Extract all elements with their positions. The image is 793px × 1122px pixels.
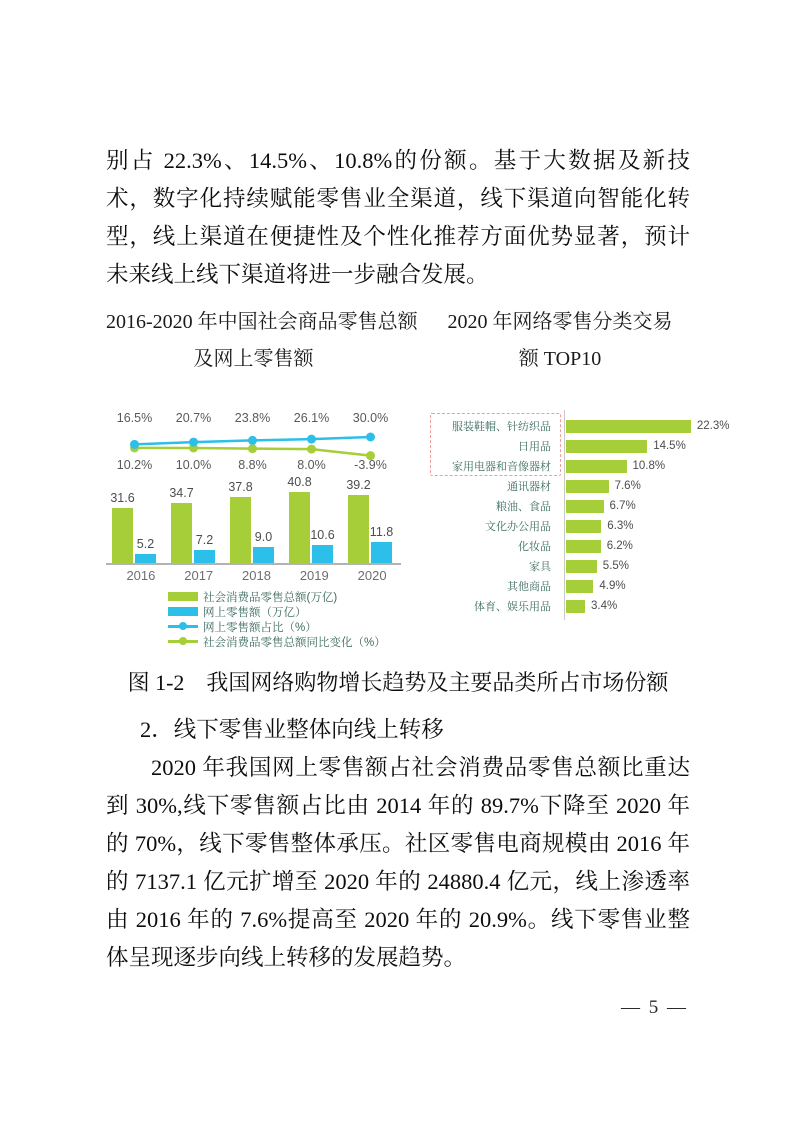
bar-value-label: 10.6 — [310, 528, 335, 542]
total-yoy-label: 8.0% — [297, 458, 326, 472]
bar-value-label: 40.8 — [287, 475, 312, 489]
top10-row — [430, 496, 730, 516]
bar-top10-9 — [566, 580, 593, 593]
legend-label: 社会消费品零售总额同比变化（%） — [203, 636, 386, 649]
combo-plot — [106, 398, 401, 565]
left-chart-title-line1: 2016-2020 年中国社会商品零售总额 — [106, 311, 418, 333]
online-share-label: 16.5% — [116, 411, 153, 425]
category-label: 家用电器和音像器材 — [452, 461, 551, 473]
top10-chart — [430, 398, 730, 632]
combo-legend — [168, 589, 401, 649]
right-chart-title — [430, 304, 690, 378]
bar-percent-label: 14.5% — [653, 440, 686, 452]
top10-row — [430, 476, 730, 496]
top10-row — [430, 556, 730, 576]
right-chart-title-line1: 2020 年网络零售分类交易 — [447, 311, 673, 333]
left-chart-title-line2: 及网上零售额 — [193, 348, 314, 370]
legend-swatch-bar — [168, 607, 198, 616]
category-label: 其他商品 — [507, 581, 551, 593]
total-yoy-label: 8.8% — [238, 458, 267, 472]
bar-value-label: 37.8 — [228, 480, 253, 494]
top10-row — [430, 576, 730, 596]
legend-label: 社会消费品零售总额(万亿) — [203, 591, 338, 604]
bar-percent-label: 5.5% — [602, 560, 630, 572]
top10-row — [430, 516, 730, 536]
section-heading: 2．线下零售业整体向线上转移 — [140, 717, 444, 742]
bar-top10-10 — [566, 600, 585, 613]
year-label: 2016 — [126, 568, 156, 583]
right-chart-title-line2: 额 TOP10 — [518, 348, 602, 370]
bar-top10-2 — [566, 440, 647, 453]
combo-chart — [106, 398, 401, 649]
bar-value-label: 31.6 — [110, 491, 135, 505]
top10-row — [430, 596, 730, 616]
line-marker — [248, 436, 257, 445]
bar-top10-7 — [566, 540, 601, 553]
online-share-label: 30.0% — [352, 411, 389, 425]
line-marker — [189, 438, 198, 447]
bar-percent-label: 6.2% — [606, 540, 633, 552]
bar-percent-label: 7.6% — [614, 480, 641, 492]
bar-value-label: 7.2 — [195, 533, 214, 547]
category-label: 日用品 — [518, 441, 551, 453]
paragraph-section-body: 2020 年我国网上零售额占社会消费品零售总额比重达到 30%,线下零售额占比由 2014 年的 89.7%下降至 2020 年的 70%，线下零售整体承压。社区零售电商规模由 2016 年的 7137.1 亿元扩增至 2020 年的 24880.4 亿元，线上渗透率由 2016 年的 7.6%提高至 2020 年的 20.9%。线下零售业整体呈现逐步向线上转移的发展趋势。 — [106, 755, 690, 970]
legend-swatch-line — [168, 622, 198, 631]
online-share-label: 20.7% — [175, 411, 212, 425]
top10-row — [430, 536, 730, 556]
year-label: 2020 — [357, 568, 387, 583]
bar-percent-label: 4.9% — [599, 580, 626, 592]
line-marker — [130, 440, 139, 449]
total-yoy-label: -3.9% — [354, 458, 387, 472]
bar-top10-1 — [566, 420, 691, 433]
total-yoy-label: 10.2% — [116, 458, 153, 472]
highlight-dashed-box — [430, 413, 561, 476]
line-marker — [307, 435, 316, 444]
bar-value-label: 9.0 — [254, 530, 273, 544]
category-label: 家具 — [529, 561, 551, 573]
left-chart-title — [106, 304, 418, 378]
legend-label: 网上零售额占比（%） — [203, 621, 317, 634]
bar-percent-label: 22.3% — [696, 420, 730, 432]
figure-1-2 — [106, 398, 730, 649]
online-share-label: 26.1% — [293, 411, 330, 425]
bar-percent-label: 6.3% — [607, 520, 634, 532]
top10-rows — [430, 416, 730, 616]
figure-titles-row — [106, 304, 690, 378]
category-label: 通讯器材 — [507, 481, 551, 493]
line-marker — [248, 444, 257, 453]
paragraph-intro: 别占 22.3%、14.5%、10.8%的份额。基于大数据及新技术，数字化持续赋能零售业全渠道，线下渠道向智能化转型，线上渠道在便捷性及个性化推荐方面优势显著，预计未来线上线下渠道将进一步融合发展。 — [106, 148, 690, 287]
bar-top10-8 — [566, 560, 597, 573]
year-label: 2017 — [184, 568, 214, 583]
category-label: 化妆品 — [518, 541, 551, 553]
year-label: 2018 — [242, 568, 271, 583]
total-yoy-label: 10.0% — [175, 458, 212, 472]
bar-value-label: 34.7 — [169, 486, 194, 500]
bar-top10-3 — [566, 460, 627, 473]
legend-item — [168, 634, 401, 649]
legend-label: 网上零售额（万亿） — [203, 606, 307, 619]
figure-caption: 图 1-2 我国网络购物增长趋势及主要品类所占市场份额 — [127, 670, 669, 695]
legend-item — [168, 604, 401, 619]
legend-item — [168, 589, 401, 604]
bar-value-label: 11.8 — [369, 525, 394, 539]
bar-top10-6 — [566, 520, 601, 533]
category-label: 体育、娱乐用品 — [474, 601, 551, 613]
category-label: 文化办公用品 — [485, 521, 551, 533]
category-label: 服装鞋帽、针纺织品 — [452, 421, 551, 433]
legend-item — [168, 619, 401, 634]
line-marker — [307, 445, 316, 454]
bar-top10-5 — [566, 500, 604, 513]
line-marker — [366, 433, 375, 442]
bar-top10-4 — [566, 480, 609, 493]
legend-swatch-line — [168, 637, 198, 646]
bar-value-label: 5.2 — [136, 537, 155, 551]
combo-x-axis-labels — [106, 568, 401, 583]
year-label: 2019 — [299, 568, 329, 583]
top10-axis-line — [564, 410, 565, 620]
online-share-label: 23.8% — [234, 411, 271, 425]
category-label: 粮油、食品 — [496, 501, 551, 513]
bar-percent-label: 6.7% — [609, 500, 636, 512]
page-number: — 5 — — [621, 997, 688, 1018]
legend-swatch-bar — [168, 592, 198, 601]
bar-value-label: 39.2 — [346, 478, 371, 492]
bar-percent-label: 3.4% — [591, 600, 618, 612]
bar-percent-label: 10.8% — [632, 460, 666, 472]
